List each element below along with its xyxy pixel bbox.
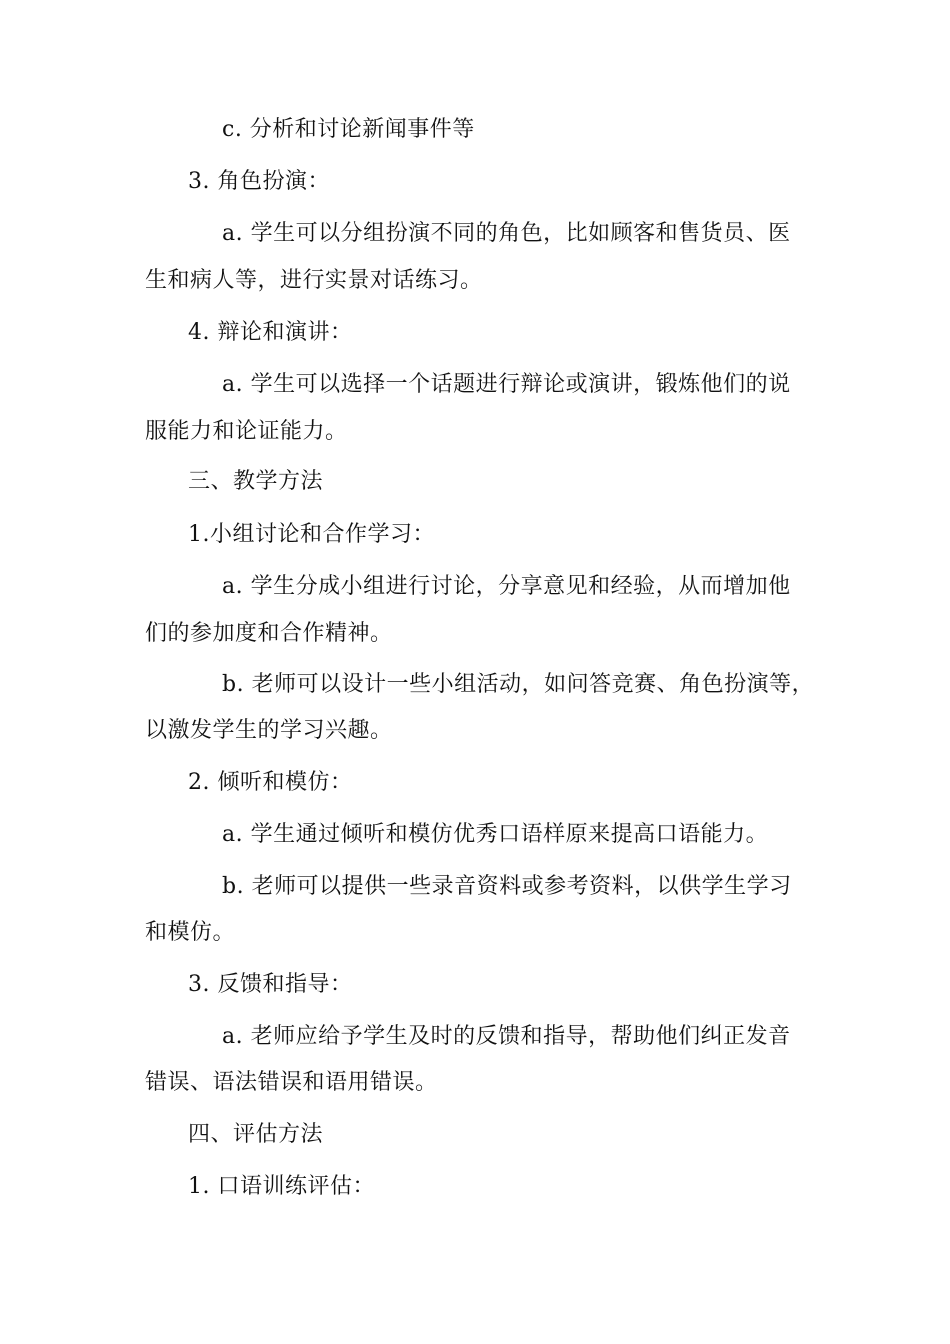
- paragraph-feedback-line-1: a. 老师应给予学生及时的反馈和指导，帮助他们纠正发音: [222, 1024, 791, 1049]
- paragraph-role-play-line-1: a. 学生可以分组扮演不同的角色，比如顾客和售货员、医: [222, 221, 791, 246]
- section-heading-assessment: 四、评估方法: [188, 1122, 324, 1147]
- paragraph-listen-b-line-1: b. 老师可以提供一些录音资料或参考资料，以供学生学习: [222, 874, 792, 899]
- paragraph-group-b-line-2: 以激发学生的学习兴趣。: [145, 718, 393, 743]
- numbered-heading-feedback: 3. 反馈和指导：: [188, 972, 353, 997]
- paragraph-listen-b-line-2: 和模仿。: [145, 920, 236, 945]
- numbered-heading-group-discussion: 1.小组讨论和合作学习：: [188, 522, 435, 547]
- numbered-heading-role-play: 3. 角色扮演：: [188, 169, 330, 194]
- paragraph-group-b-line-1: b. 老师可以设计一些小组活动，如问答竞赛、角色扮演等，: [222, 672, 815, 697]
- paragraph-listen-a: a. 学生通过倾听和模仿优秀口语样原来提高口语能力。: [222, 822, 769, 847]
- numbered-heading-listen-imitate: 2. 倾听和模仿：: [188, 770, 353, 795]
- numbered-heading-debate: 4. 辩论和演讲：: [188, 320, 353, 345]
- list-item-c-news-analysis: c. 分析和讨论新闻事件等: [222, 117, 475, 142]
- paragraph-role-play-line-2: 生和病人等，进行实景对话练习。: [145, 268, 483, 293]
- paragraph-debate-line-2: 服能力和论证能力。: [145, 419, 348, 444]
- paragraph-group-a-line-1: a. 学生分成小组进行讨论，分享意见和经验，从而增加他: [222, 574, 791, 599]
- paragraph-feedback-line-2: 错误、语法错误和语用错误。: [145, 1070, 438, 1095]
- paragraph-debate-line-1: a. 学生可以选择一个话题进行辩论或演讲，锻炼他们的说: [222, 372, 791, 397]
- paragraph-group-a-line-2: 们的参加度和合作精神。: [145, 621, 393, 646]
- section-heading-teaching-methods: 三、教学方法: [188, 469, 324, 494]
- numbered-heading-oral-assessment: 1. 口语训练评估：: [188, 1174, 375, 1199]
